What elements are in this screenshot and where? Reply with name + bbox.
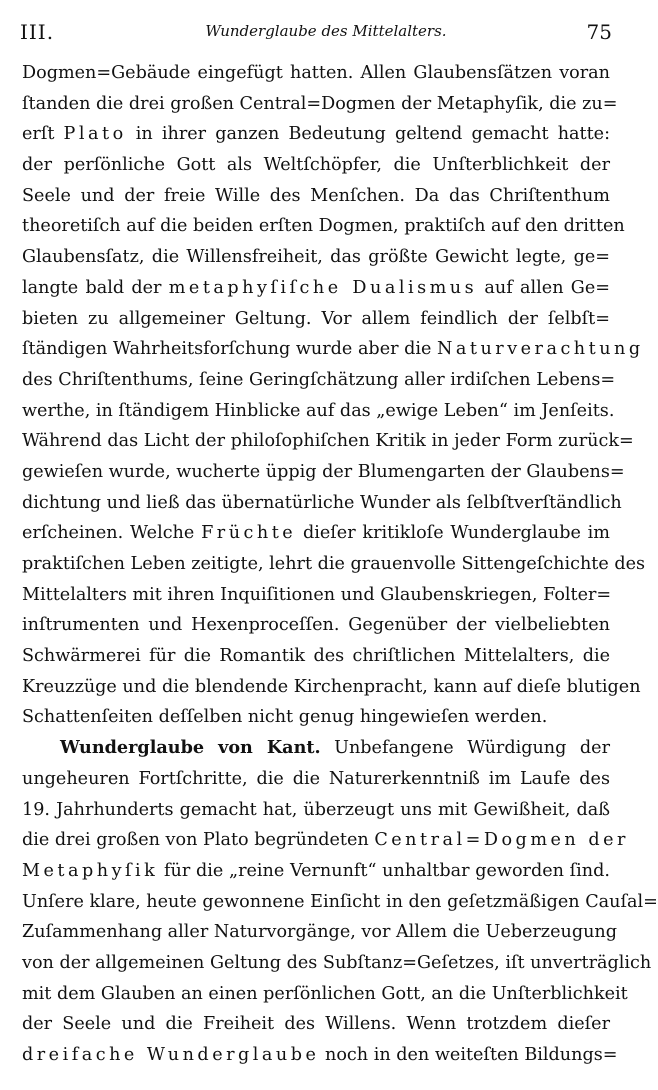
emphasized-text: Metaphyſik [22,860,159,881]
text-segment: Unſere klare, heute gewonnene Einſicht in den geſetzmäßigen Cauſal= [22,891,658,912]
body-text [22,58,658,1071]
emphasized-text: metaphyſiſche Dualismus [168,277,478,298]
text-segment: inſtrumenten und Hexenproceſſen. Gegenüber der vielbeliebten [22,615,610,636]
text-segment: in ihrer ganzen Bedeutung geltend gemacht hatte: [126,124,610,145]
text-line [22,396,615,427]
text-line [22,518,610,549]
text-segment: der Seele und die Freiheit des Willens. Wenn trotzdem dieſer [22,1014,610,1035]
text-line [22,702,610,733]
text-segment: bieten zu allgemeiner Geltung. Vor allem feindlich der ſelbſt= [22,308,610,329]
emphasized-text: Central=Dogmen der [374,830,629,851]
text-segment: Dogmen=Gebäude eingefügt hatten. Allen Glaubensſätzen voran [22,63,610,83]
text-line [22,89,618,120]
text-segment: langte bald der [22,277,169,298]
text-segment: die drei großen von Plato begründeten [22,830,375,851]
text-line [22,273,610,304]
text-segment: noch in den weiteſten Bildungs= [319,1045,618,1065]
text-segment: erſt [22,124,64,145]
text-line [22,457,625,488]
text-segment: Schattenſeiten deſſelben nicht genug hingewieſen werden. [22,707,548,728]
text-line [22,917,618,948]
text-line [22,795,610,826]
text-segment: des Chriſtenthums, ſeine Geringſchätzung aller irdiſchen Lebens= [22,369,616,390]
text-segment: Schwärmerei für die Romantik des chriſtlichen Mittelalters, die [22,646,610,667]
text-line [22,948,652,979]
text-line [22,887,658,918]
text-line [22,549,646,580]
text-segment: mit dem Glauben an einen perſönlichen Gott, an die Unſterblichkeit [22,983,628,1004]
text-line [22,334,644,365]
text-segment: ſtanden die drei großen Central=Dogmen der Metaphyſik, die zu= [22,93,618,114]
running-title: Wunderglaube des Mittelalters. [205,22,447,40]
emphasized-text: Plato [63,124,127,145]
text-segment: Mittelalters mit ihren Inquiſitionen und Glaubenskriegen, Folter= [22,584,612,605]
text-segment: Während das Licht der philoſophiſchen Kritik in jeder Form zurück= [22,431,634,452]
text-segment: Seele und der freie Wille des Menſchen. Da das Chriſtenthum [22,185,610,206]
section-heading: Wunderglaube von Kant. [60,737,321,759]
text-line [22,488,622,519]
text-line [22,580,610,611]
text-segment: dieſer kritikloſe Wunderglaube im [296,523,610,544]
text-segment: praktiſchen Leben zeitigte, lehrt die grauenvolle Sittengeſchichte des [22,554,646,574]
text-segment: gewieſen wurde, wucherte üppig der Blumengarten der Glaubens= [22,461,625,482]
text-line [22,979,628,1010]
text-segment: ſtändigen Wahrheitsforſchung wurde aber die [22,339,437,360]
text-line [22,610,610,641]
text-segment: für die „reine Vernunft“ unhaltbar geworden ſind. [158,860,610,881]
text-segment: 19. Jahrhunderts gemacht hat, überzeugt uns mit Gewißheit, daß [22,799,610,820]
text-line [22,365,616,396]
text-line [22,733,610,764]
text-segment: Glaubensſatz, die Willensfreiheit, das größte Gewicht legte, ge= [22,247,610,268]
text-line [22,426,634,457]
text-line [22,119,610,150]
text-segment: Zuſammenhang aller Naturvorgänge, vor Allem die Ueberzeugung [22,922,618,943]
text-line [22,1009,610,1040]
text-segment: auf allen Ge= [477,277,610,298]
text-segment: werthe, in ſtändigem Hinblicke auf das „ewige Leben“ im Jenſeits. [22,400,615,421]
text-line [22,242,610,273]
text-line [22,150,610,181]
text-segment: der perſönliche Gott als Weltſchöpfer, die Unſterblichkeit der [22,155,610,176]
text-segment: ungeheuren Fortſchritte, die die Naturerkenntniß im Laufe des [22,768,610,789]
text-line [22,211,625,242]
chapter-number: III. [20,20,55,44]
text-line [22,856,610,887]
text-segment: dichtung und ließ das übernatürliche Wunder als ſelbſtverſtändlich [22,492,622,513]
text-segment: erſcheinen. Welche [22,523,202,544]
text-line [22,641,610,672]
emphasized-text: Naturverachtung [437,339,644,360]
text-line [22,825,629,856]
text-segment: theoretiſch auf die beiden erſten Dogmen, praktiſch auf den dritten [22,216,625,237]
text-line [22,304,610,335]
emphasized-text: Früchte [201,523,297,544]
text-segment: Unbefangene Würdigung der [320,738,610,759]
page-number: 75 [586,20,612,44]
text-segment: von der allgemeinen Geltung des Subſtanz=Geſetzes, iſt unverträglich [22,952,652,973]
emphasized-text: dreifache Wunderglaube [22,1045,320,1065]
text-line [22,672,641,703]
text-line [22,764,610,795]
text-segment: Kreuzzüge und die blendende Kirchenpracht, kann auf dieſe blutigen [22,676,641,697]
running-head [20,14,612,48]
text-line [22,181,610,212]
text-line [22,58,610,89]
text-line [22,1040,618,1071]
